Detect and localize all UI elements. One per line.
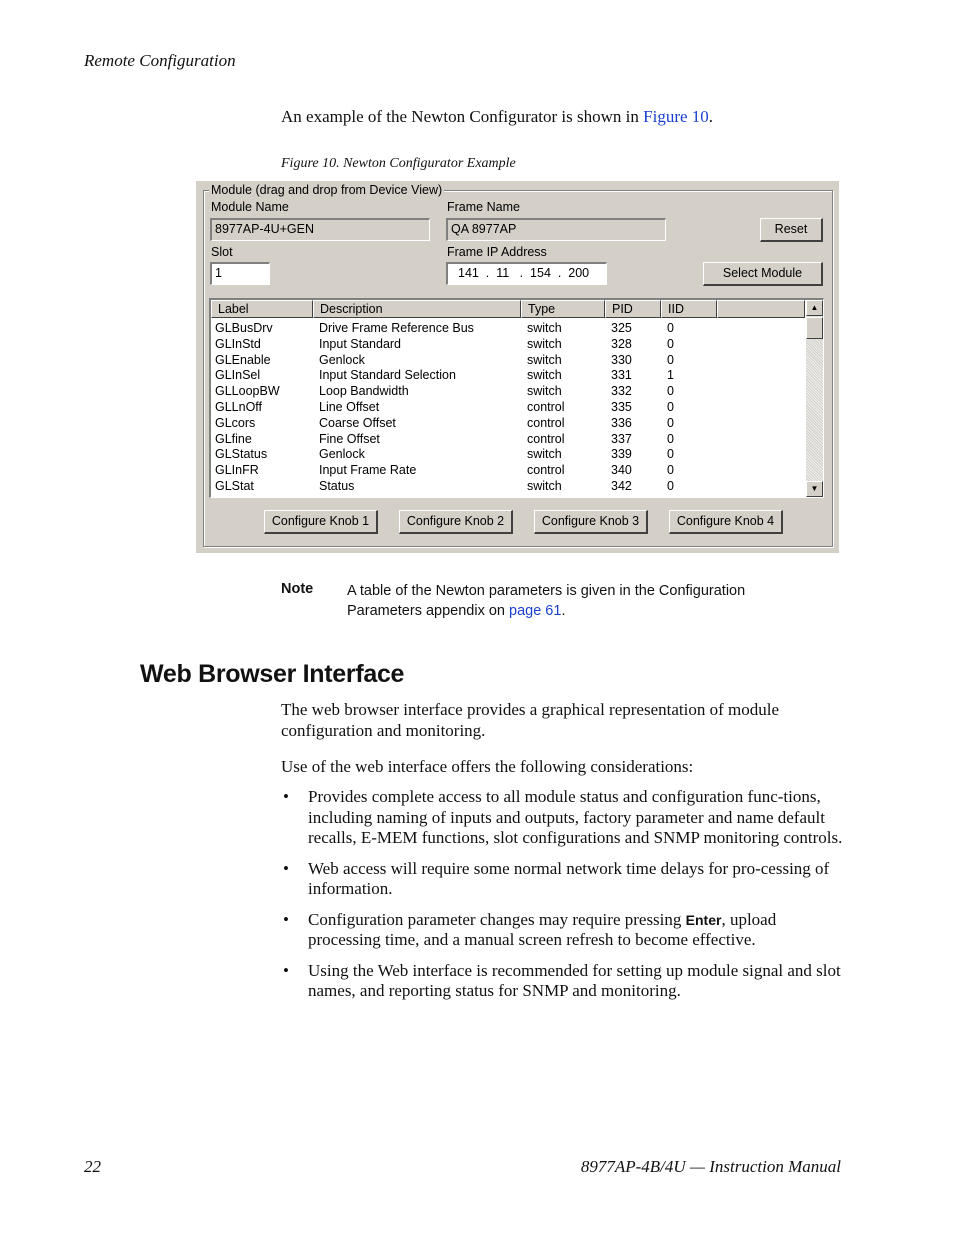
table-cell: 331 <box>611 368 632 383</box>
table-row[interactable] <box>211 431 805 447</box>
table-cell: 332 <box>611 384 632 399</box>
col-pid-header[interactable]: PID <box>605 300 661 318</box>
running-head: Remote Configuration <box>84 51 236 70</box>
slot-field[interactable]: 1 <box>210 262 270 285</box>
table-cell: Input Standard <box>319 336 402 351</box>
intro-paragraph <box>281 107 713 127</box>
table-cell: Coarse Offset <box>319 415 396 430</box>
table-row[interactable] <box>211 478 805 494</box>
table-cell: GLStat <box>215 479 254 493</box>
table-cell: switch <box>527 368 562 383</box>
table-cell: 325 <box>611 321 632 335</box>
list-item: • Web access will require some normal network time delays for pro-cessing of information. <box>281 859 846 900</box>
table-cell: GLBusDrv <box>215 321 273 335</box>
frame-ip-label: Frame IP Address <box>447 245 547 259</box>
table-cell: 1 <box>667 368 674 383</box>
table-cell: 0 <box>667 431 674 446</box>
table-cell: GLInSel <box>215 368 261 383</box>
table-cell: GLEnable <box>215 352 271 367</box>
table-cell: GLStatus <box>215 447 268 462</box>
parameter-listview[interactable] <box>209 298 824 498</box>
table-cell: Genlock <box>319 447 365 462</box>
table-cell: switch <box>527 321 562 335</box>
page-link[interactable]: page 61 <box>509 603 562 619</box>
intro-text: An example of the Newton Configurator is shown in <box>281 107 644 126</box>
table-cell: control <box>527 463 565 478</box>
table-row[interactable] <box>211 462 805 478</box>
footer-title: 8977AP-4B/4U — Instruction Manual <box>580 1157 841 1176</box>
configure-knob-4-button[interactable]: Configure Knob 4 <box>669 510 783 534</box>
col-label-header[interactable]: Label <box>211 300 313 318</box>
list-item <box>281 910 846 951</box>
list-item: • Using the Web interface is recommended for setting up module signal and slot names, and reporting status for SNMP and monitoring. <box>281 961 846 1002</box>
table-cell: GLfine <box>215 431 252 446</box>
table-cell: 330 <box>611 352 632 367</box>
frame-name-label: Frame Name <box>447 200 520 214</box>
table-cell: GLLoopBW <box>215 384 280 399</box>
col-iid-header[interactable]: IID <box>661 300 717 318</box>
table-cell: 0 <box>667 479 674 493</box>
scroll-thumb[interactable] <box>806 317 823 339</box>
listview-scrollbar[interactable] <box>806 300 823 497</box>
table-cell: Drive Frame Reference Bus <box>319 321 474 335</box>
table-cell: 0 <box>667 400 674 414</box>
figure-link[interactable]: Figure 10 <box>643 107 709 126</box>
figure-caption: Figure 10. Newton Configurator Example <box>281 156 516 171</box>
page-number: 22 <box>84 1157 101 1176</box>
enter-key: Enter <box>685 911 722 928</box>
list-item: • Provides complete access to all module status and configuration func-tions, including naming of inputs and outputs, factory parameter and name default recalls, E-MEM functions, slot configurations and SNMP monitoring controls. <box>281 787 846 849</box>
table-row[interactable] <box>211 367 805 383</box>
table-row[interactable] <box>211 352 805 368</box>
table-cell: 0 <box>667 321 674 335</box>
note-text <box>347 581 817 621</box>
table-cell: GLInStd <box>215 336 261 351</box>
table-row[interactable] <box>211 399 805 415</box>
table-row[interactable] <box>211 320 805 336</box>
table-cell: GLcors <box>215 415 256 430</box>
table-cell: 0 <box>667 415 674 430</box>
table-cell: GLInFR <box>215 463 259 478</box>
bullet3-text: Configuration parameter changes may require pressing <box>308 909 686 929</box>
table-row[interactable] <box>211 383 805 399</box>
considerations-list <box>281 787 846 1012</box>
table-cell: 340 <box>611 463 632 478</box>
section-heading: Web Browser Interface <box>140 660 405 688</box>
scroll-up-arrow-icon[interactable]: ▲ <box>806 300 823 316</box>
configure-knob-2-button[interactable]: Configure Knob 2 <box>399 510 513 534</box>
table-cell: 335 <box>611 400 632 414</box>
table-cell: 0 <box>667 352 674 367</box>
table-cell: switch <box>527 336 562 351</box>
table-cell: Line Offset <box>319 400 380 414</box>
table-row[interactable] <box>211 446 805 462</box>
table-cell: 336 <box>611 415 632 430</box>
configure-knob-3-button[interactable]: Configure Knob 3 <box>534 510 648 534</box>
table-cell: Input Frame Rate <box>319 463 417 478</box>
intro-text-end: . <box>708 107 714 126</box>
col-spacer-header <box>717 300 805 318</box>
col-description-header[interactable]: Description <box>313 300 521 318</box>
bullet3-text-end: , upload processing time, and a manual screen refresh to become effective. <box>308 909 777 949</box>
listview-body <box>211 320 805 496</box>
note-body: A table of the Newton parameters is given in the Configuration Parameters appendix on <box>347 583 746 619</box>
reset-button[interactable]: Reset <box>760 218 823 242</box>
table-cell: 0 <box>667 384 674 399</box>
frame-ip-field[interactable]: 141 . 11 . 154 . 200 <box>446 262 607 285</box>
table-cell: GLLnOff <box>215 400 263 414</box>
note-end: . <box>561 603 566 619</box>
table-cell: switch <box>527 479 562 493</box>
slot-label: Slot <box>211 245 233 259</box>
table-cell: Fine Offset <box>319 431 380 446</box>
configurator-screenshot <box>196 181 839 553</box>
module-name-field[interactable]: 8977AP-4U+GEN <box>210 218 430 241</box>
table-cell: Status <box>319 479 355 493</box>
table-cell: switch <box>527 384 562 399</box>
table-cell: switch <box>527 352 562 367</box>
table-row[interactable] <box>211 336 805 352</box>
table-cell: Genlock <box>319 352 365 367</box>
table-cell: Input Standard Selection <box>319 368 456 383</box>
table-cell: 337 <box>611 431 632 446</box>
table-cell: switch <box>527 447 562 462</box>
table-cell: 339 <box>611 447 632 462</box>
scroll-down-arrow-icon[interactable]: ▼ <box>806 481 823 497</box>
table-cell: control <box>527 415 565 430</box>
select-module-button[interactable]: Select Module <box>703 262 823 286</box>
table-cell: 0 <box>667 463 674 478</box>
configure-knob-1-button[interactable]: Configure Knob 1 <box>264 510 378 534</box>
group-title: Module (drag and drop from Device View) <box>211 183 443 197</box>
table-cell: control <box>527 431 565 446</box>
table-cell: 328 <box>611 336 632 351</box>
table-cell: Loop Bandwidth <box>319 384 409 399</box>
note-label: Note <box>281 581 314 597</box>
frame-name-field[interactable]: QA 8977AP <box>446 218 666 241</box>
table-row[interactable] <box>211 415 805 431</box>
table-cell: control <box>527 400 565 414</box>
table-cell: 342 <box>611 479 632 493</box>
section-paragraph-2: Use of the web interface offers the following considerations: <box>281 757 694 776</box>
col-type-header[interactable]: Type <box>521 300 605 318</box>
listview-header <box>211 300 805 318</box>
section-paragraph-1: The web browser interface provides a graphical representation of module configuration and monitoring. <box>281 700 779 740</box>
table-cell: 0 <box>667 447 674 462</box>
table-cell: 0 <box>667 336 674 351</box>
module-name-label: Module Name <box>211 200 289 214</box>
